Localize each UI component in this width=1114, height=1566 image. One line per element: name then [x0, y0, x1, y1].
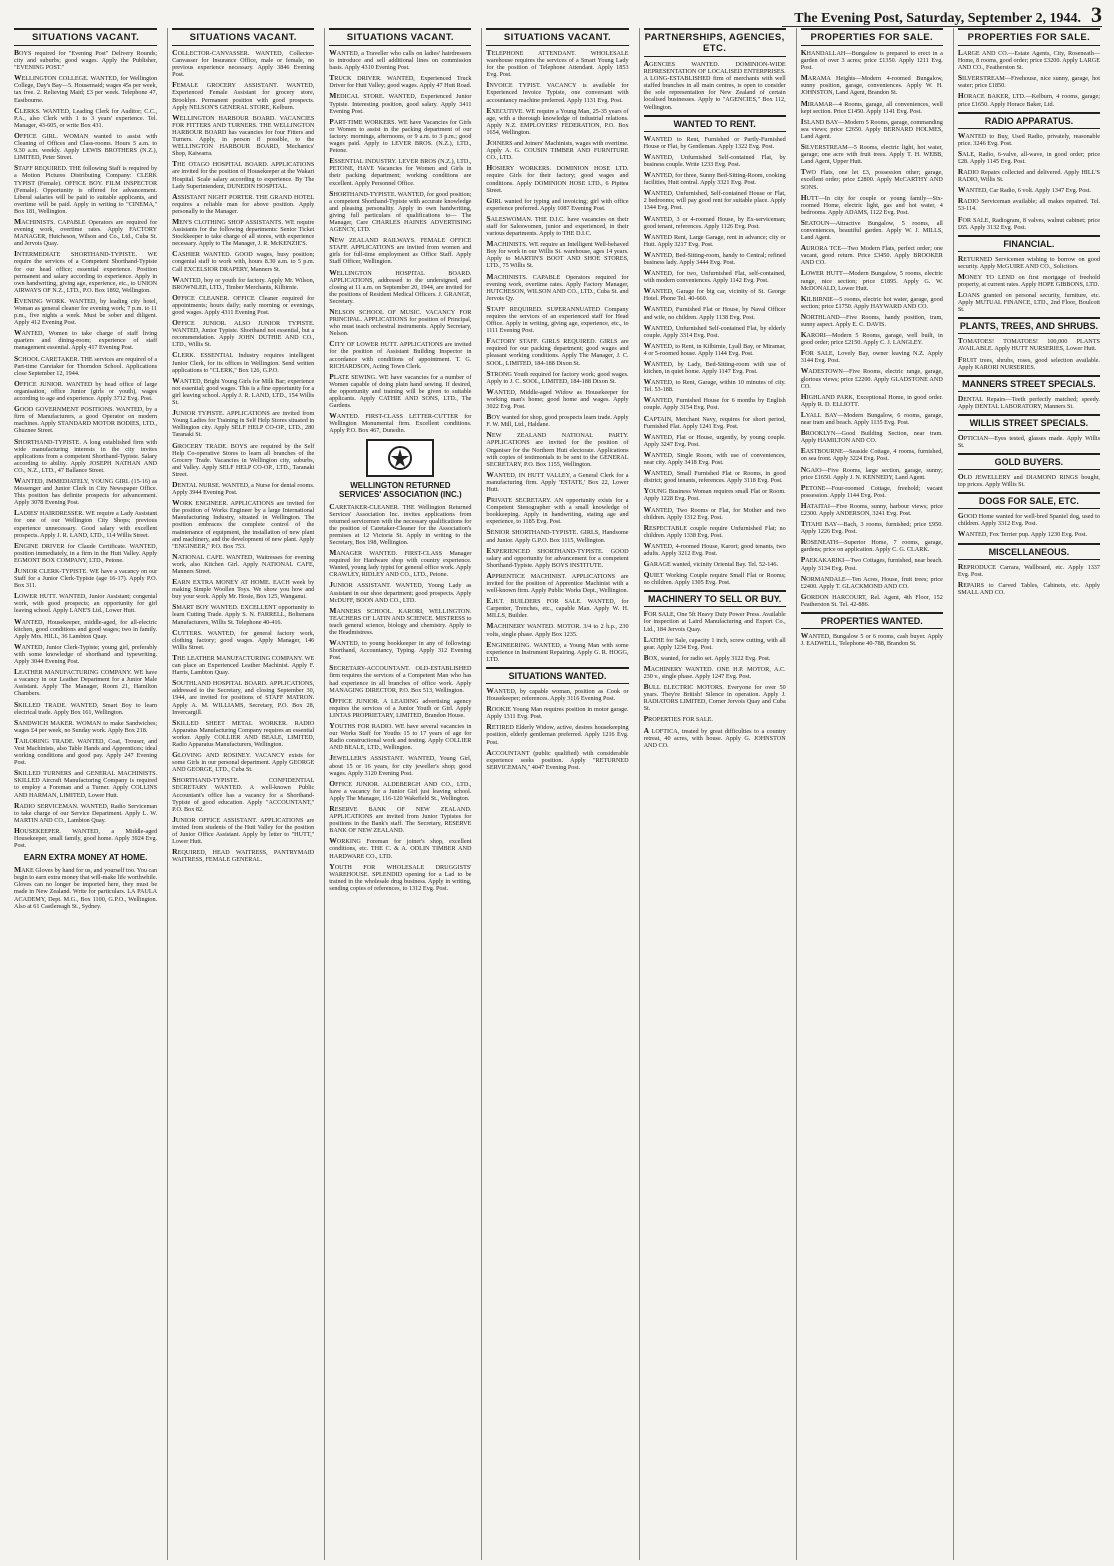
classified-ad: MACHINISTS. WE require an Intelligent Well-behaved Boy for work in our Willis St. warehouse, ages 14 years. Apply to MARTIN'S BOOT AND SHOE STORES, LTD., 75 Willis St.	[486, 239, 629, 270]
classified-ad: HOUSEKEEPER. WANTED, a Middle-aged Housekeeper, small family, good home. Apply 3924 Evg. Post.	[14, 825, 158, 850]
section-heading: WILLIS STREET SPECIALS.	[958, 414, 1100, 431]
classified-ad: MACHINISTS. CAPABLE Operators are required for evening work, overtime rates. Apply FACTORY MANAGER, Hutcheson, Wilson and Co., Ltd., Cuba St. and Jervois Quay.	[14, 216, 158, 248]
classified-ad: WELLINGTON COLLEGE. WANTED, for Wellington College, Day's Bay—5. Housemaid; wages 45s per week, tax free. 2. Relieving Maid; £3 per week. Telephone 47, Eastbourne.	[14, 73, 158, 104]
section-heading: MANNERS STREET SPECIALS.	[958, 375, 1100, 392]
classified-ad: AURORA TCE—Two Modern Flats, perfect order; one vacant, good return. Price £3450. Apply BROOKER AND CO.	[800, 243, 943, 267]
column-1	[10, 28, 161, 1560]
classified-ad: BOYS required for "Evening Post" Delivery Rounds; city and suburbs; good wages. Apply the Publisher, "EVENING POST."	[14, 48, 158, 72]
classified-ad: GROCERY TRADE. BOYS are required by the Self Help Co-operative Stores to learn all branches of the Grocery Trade. Vacancies in Wellington city, suburbs, and Valley. Apply SELF HELP CO-OP., LTD., Taranaki Street.	[172, 440, 315, 478]
classified-ad: TELEPHONE ATTENDANT. WHOLESALE warehouse requires the services of a Smart Young Lady for the position of Telephone Attendant. Apply 1853 Evg. Post.	[486, 48, 629, 79]
classified-ad: WANTED, for three, Sunny Bed-Sitting-Room, cooking facilities, Hutt central. Apply 3321 Evg. Post.	[643, 170, 786, 187]
classified-ad: SKILLED SHEET METAL WORKER. RADIO Apparatus Manufacturing Company requires an essential worker. Apply COLLIER AND BEALE, LIMITED, Radio Apparatus Manufacturers, Wellington.	[172, 717, 315, 748]
classified-ad: CLERKS. WANTED, Leading Clerk for Auditor; C.C., P.A., also Clerk with 1 to 3 years' experience. Tel. Manager, 43-605, or write Box 431.	[14, 105, 158, 129]
classified-ad: E.H.T. BUILDERS FOR SALE. WANTED, for Carpenter, Trenches, etc., capable Man. Apply W. H. MILLS, Builder.	[486, 596, 629, 620]
classified-ad: JUNIOR TYPISTE. APPLICATIONS are invited from Young Ladies for Training in Self Help Stores situated in Wellington city. Apply SELF HELP CO-OP., LTD., 280 Taranaki St.	[172, 408, 315, 439]
classified-ad: JEWELLER'S ASSISTANT. WANTED, Young Girl, about 15 or 16 years, for city jeweller's shop; good wages. Apply 3120 Evening Post.	[329, 753, 472, 777]
feature-ad: MAKE Gloves by hand for us, and yourself too. You can begin to earn extra money that will-make life worthwhile. Gloves can no longer be imported here, they must be made in New Zealand. Write for particulars. LA PAULA ACADEMY, Dept. M.G., Box 1100, G.P.O., Wellington. Also at 61 Castlereagh St., Sydney.	[14, 865, 158, 910]
section-heading: PLANTS, TREES, AND SHRUBS.	[958, 317, 1100, 334]
classified-ad: JUNIOR CLERK-TYPISTE. WE have a vacancy on our Staff for a Junior Clerk-Typiste (age 16-17). Apply P.O. Box 311.	[14, 566, 158, 590]
classified-ad: FRUIT trees, shrubs, roses, good selection available. Apply KARORI NURSERIES.	[957, 354, 1100, 371]
classified-ad: STAFF REQUIRED. SUPERANNUATED Company requires the services of an experienced staff for Head Office. Apply in writing, giving age, experience, etc., to 1111 Evening Post.	[486, 303, 629, 335]
classified-ad: MACHINERY WANTED. MOTOR. 3/4 to 2 h.p., 230 volts, single phase. Apply Box 1235.	[486, 621, 629, 638]
section-heading: GOLD BUYERS.	[958, 453, 1100, 470]
classified-ad: TRUCK DRIVER. WANTED, Experienced Truck Driver for Hutt Valley; good wages. Apply 47 Hutt Road.	[329, 73, 472, 90]
classified-ad: WORKING Foreman for joiner's shop, excellent conditions, etc. THE C. & A. ODLIN TIMBER AND HARDWARE CO., LTD.	[329, 836, 472, 860]
classified-ad: PART-TIME WORKERS. WE have Vacancies for Girls or Women to assist in the packing department of our factory: mornings, afternoons, or 9 a.m. to 3 p.m.; good wages paid. Apply to LEVER BROS. (N.Z.), LTD., Petone.	[329, 116, 472, 155]
classified-ad: OPTICIAN—Eyes tested, glasses made. Apply Willis St.	[957, 432, 1100, 449]
classified-ad: THE LEATHER MANUFACTURING COMPANY. WE can place an Experienced Leather Machinist. Apply F. Harris, Lambton Quay.	[172, 652, 315, 677]
classified-ad: RADIO SERVICEMAN. WANTED, Radio Serviceman to take charge of our Service Department. Apply L. W. MARTIN AND CO., Lambton Quay.	[14, 800, 158, 824]
classified-ad: MACHINISTS. CAPABLE Operators required for evening work, overtime rates. Apply Factory Manager, HUTCHESON, WILSON AND CO., LTD., Cuba St. and Jervois Qy.	[486, 271, 629, 302]
classified-ad: MEN'S CLOTHING SHOP ASSISTANTS. WE require Assistants for the following departments: Senior Ticket Stockkeeper to take charge of all stores, with experience necessary. Apply to The Manager, J. R. McKENZIE'S.	[172, 216, 315, 248]
classified-ad: NGAIO—Five Rooms, large section, garage, sunny; price £1650. Apply J. N. KENNEDY, Land Agent.	[800, 464, 943, 481]
classified-ad: OFFICE JUNIOR. WANTED by head office of large organisation, office Junior (girls or youth), wages according to age and experience. Apply 3712 Evg. Post.	[14, 378, 158, 403]
column-5	[639, 28, 790, 1560]
classified-ad: NEW ZEALAND NATIONAL PARTY. APPLICATIONS are invited for the position of Organiser for the Northern Hutt electorate. Applications with copies of testimonials to be sent to the GENERAL SECRETARY, P.O. Box 1155, Wellington.	[486, 430, 629, 468]
classified-ad: PROPERTIES FOR SALE.	[643, 714, 713, 724]
columns	[10, 28, 1104, 1560]
classified-ad: COLLECTOR-CANVASSER. WANTED, Collector-Canvasser for Insurance Office, male or female, no previous experience necessary. Apply 3846 Evening Post.	[172, 48, 315, 79]
classified-ad: SHORTHAND-TYPISTE. WANTED, for good position; a competent Shorthand-Typiste with accurate knowledge and pleasing personality. Apply in own handwriting, giving full particulars of qualifications to— The Manager, Care CHARLES HAINES ADVERTISING AGENCY, LTD.	[329, 188, 472, 234]
classified-ad: SOUTHLAND HOSPITAL BOARD. APPLICATIONS, addressed to the Secretary, and closing September 30, 1944, are invited for positions of STAFF MATRON. Apply A. M. WILLIAMS, Secretary, P.O. Box 28, Invercargill.	[172, 678, 315, 716]
classified-ad: WANTED, Unfurnished Self-contained Flat, by business couple. Write 1233 Evg. Post.	[643, 151, 786, 168]
classified-ad: EXPERIENCED SHORTHAND-TYPISTE. GOOD salary and opportunity for advancement for a competent Shorthand-Typiste. Apply BOYS INSTITUTE.	[486, 545, 629, 569]
classified-ad: ESSENTIAL INDUSTRY. LEVER BROS (N.Z.), LTD., PETONE, HAVE Vacancies for Women and Girls in their packing department; working conditions are excellent. Apply Personnel Office.	[329, 156, 472, 187]
classified-ad: REPRODUCE Carrara, Wallboard, etc. Apply 1337 Evg. Post.	[957, 561, 1100, 578]
classified-ad: WANTED, for two, Unfurnished Flat, self-contained, with modern conveniences. Apply 1142 Evg. Post.	[643, 268, 786, 285]
classified-ad: PRIVATE SECRETARY. AN opportunity exists for a Competent Stenographer with a small knowledge of bookkeeping. Apply in handwriting, stating age and experience, to 1185 Evg. Post.	[486, 495, 629, 526]
classified-ad: JUNIOR ASSISTANT. WANTED, Young Lady as Assistant in our shoe department; good prospects. Apply McDUFF, BOON AND CO., LTD.	[329, 580, 472, 604]
classified-ad: ENGINEERING. WANTED, a Young Man with some experience in Instrument Repairing. Apply G. R. HOGG, LTD.	[486, 639, 629, 663]
classified-ad: WANTED, Junior Clerk-Typiste; young girl, preferably with some knowledge of shorthand and typewriting. Apply 3044 Evening Post.	[14, 641, 158, 666]
classified-ad: REPAIRS to Carved Tables, Cabinets, etc. Apply SMALL AND CO.	[957, 579, 1100, 596]
classified-ad: PETONE—Four-roomed Cottage, freehold; vacant possession. Apply 1144 Evg. Post.	[800, 482, 943, 499]
classified-ad: HORACE BAKER, LTD.—Kelburn, 4 rooms, garage; price £1650. Apply Horace Baker, Ltd.	[957, 91, 1100, 108]
classified-ad: BROOKLYN—Good Building Section, near tram. Apply HAMILTON AND CO.	[800, 428, 943, 445]
classified-ad: RETIRED Elderly Widow, active, desires housekeeping position, elderly gentleman preferred. Apply 1216 Evg. Post.	[486, 722, 629, 746]
feature-heading: EARN EXTRA MONEY AT HOME.	[23, 853, 148, 863]
classified-ad: A LOFTICA, treated by great difficulties to a country retreat, 40 acres, with house. Apply G. JOHNSTON AND CO.	[643, 725, 786, 749]
classified-ad: YOUNG Business Woman requires small Flat or Room. Apply 1228 Evg. Post.	[643, 486, 786, 503]
classified-ad: WANTED, Furnished Flat or House, by Naval Officer and wife, no children. Apply 1138 Evg. Post.	[643, 304, 786, 321]
classified-ad: WANTED, by Lady, Bed-Sitting-room with use of kitchen, in quiet home. Apply 1147 Evg. Post.	[643, 359, 786, 376]
classified-ad: QUIET Working Couple require Small Flat or Rooms; no children. Apply 1305 Evg. Post.	[643, 570, 786, 587]
column-heading: SITUATIONS VACANT.	[172, 28, 314, 46]
classified-ad: MANAGER WANTED. FIRST-CLASS Manager required for Hardware shop with country experience. Wanted, young lady typist for general office work. Apply CRAWLEY, RIDLEY AND CO., LTD., Petone.	[329, 548, 472, 579]
classified-ad: WANTED, Two Rooms or Flat, for Mother and two children. Apply 1312 Evg. Post.	[643, 504, 786, 521]
classified-ad: AGENCIES WANTED. DOMINION-WIDE REPRESENTATION OF LOCALISED ENTERPRISES. A LONG-ESTABLISHED firm of merchants with well staffed branches in all main centres, is open to consider the sole representation for New Zealand of certain localised businesses. Apply to "AGENCIES," Box 112, Wellington.	[643, 59, 786, 111]
classified-ad: OFFICE JUNIOR. A LEADING advertising agency requires the services of a Junior Youth or Girl. Apply LINTAS PROPRIETARY, LIMITED, Brandon House.	[329, 695, 472, 719]
column-heading: PROPERTIES FOR SALE.	[801, 28, 943, 46]
badge-caption: WELLINGTON RETURNED SERVICES' ASSOCIATION (INC.)	[339, 480, 462, 499]
classified-ad: SCHOOL CARETAKER. THE services are required of a Part-time Caretaker for Thorndon School. Applications close September 12, 1944.	[14, 353, 158, 377]
classified-ad: ROOKIE Young Man requires position in motor garage. Apply 1311 Evg. Post.	[486, 704, 629, 721]
classified-ad: WANTED, Bed-Sitting-room, handy to Central; refined business lady. Apply 3444 Evg. Post.	[643, 249, 786, 266]
classified-ad: HATAITAI—Five Rooms, sunny, harbour views; price £2300. Apply ANDERSON, 3241 Evg. Post.	[800, 500, 943, 517]
classified-ad: DENTAL Repairs—Teeth perfectly matched; speedy. Apply DENTAL LABORATORY, Manners St.	[957, 393, 1100, 410]
classified-ad: LOWER HUTT—Modern Bungalow, 5 rooms, electric range, nice section; price £1895. Apply G. W. McDONALD, Lower Hutt.	[800, 268, 943, 292]
classified-ad: SKILLED TRADE. WANTED, Smart Boy to learn electrical trade. Apply Box 161, Wellington.	[14, 699, 158, 716]
classified-ad: THE OTAGO HOSPITAL BOARD. APPLICATIONS are invited for the position of Housekeeper at the Wakari Hospital. Scale salary according to experience. By The Lady Superintendent, DUNEDIN HOSPITAL.	[172, 159, 315, 190]
classified-ad: WELLINGTON HARBOUR BOARD. VACANCIES FOR FITTERS AND TURNERS. THE WELLINGTON HARBOUR BOARD has vacancies for four Fitters and Turners. Apply, in person if possible, to the WELLINGTON HARBOUR BOARD, Mechanics' Shop, Kaiwarra.	[172, 112, 315, 158]
classified-ad: REQUIRED, HEAD WAITRESS, PANTRYMAID WAITRESS, FEMALE GENERAL.	[172, 847, 315, 864]
classified-ad: WANTED, 4-roomed House, Karori; good tenants, two adults. Apply 3212 Evg. Post.	[643, 540, 786, 557]
classified-ad: NORMANDALE—Ten Acres, House, fruit trees; price £2400. Apply T. GLACKMOND AND CO.	[800, 573, 943, 590]
classified-ad: CITY OF LOWER HUTT. APPLICATIONS are invited for the position of Assistant Building Inspector in accordance with conditions of appointment. T. G. RICHARDSON, Acting Town Clerk.	[329, 339, 472, 370]
classified-ad: WANTED. FIRST-CLASS LETTER-CUTTER for Wellington Monumental firm. Excellent conditions. Apply P.O. Box 467, Dunedin.	[329, 411, 472, 435]
classified-ad: CARETAKER-CLEANER. THE Wellington Returned Services' Association Inc. invites applications from returned servicemen with the necessary qualifications for the position of Caretaker-Cleaner for the Association's premises at 12 Victoria St. Apply in writing to the Secretary, Box 198, Wellington.	[329, 501, 472, 546]
classified-ad: RADIO Serviceman available; all makes repaired. Tel. 53-114.	[957, 196, 1100, 213]
rsa-badge-icon	[366, 439, 434, 477]
column-heading: PARTNERSHIPS, AGENCIES, ETC.	[644, 28, 786, 57]
classified-ad: HOSIERY WORKERS. DOMINION HOSE LTD. require Girls for their factory; good wages and conditions. Apply DOMINION HOSE LTD., 6 Pipitea Street.	[486, 163, 629, 194]
classified-ad: ISLAND BAY—Modern 5 Rooms, garage, commanding sea views; price £2650. Apply BERNARD HOLMES, Land Agent.	[800, 116, 943, 140]
classified-ad: WANTED, Garage for big car, vicinity of St. George Hotel. Phone Tel. 40-660.	[643, 286, 786, 303]
section-heading: MACHINERY TO SELL OR BUY.	[644, 590, 786, 607]
classified-ad: WANTED, Women to take charge of staff living quarters and dining-room; experience of staff management essential. Apply 417 Evening Post.	[14, 328, 158, 352]
masthead-title: The Evening Post, Saturday, September 2, 1944.	[794, 11, 1081, 26]
classified-ad: WANTED, Furnished House for 6 months by English couple. Apply 3154 Evg. Post.	[643, 395, 786, 412]
classified-ad: ACCOUNTANT (public qualified) with considerable experience seeks position. Apply "RETURNED SERVICEMAN," 4047 Evening Post.	[486, 747, 629, 771]
classified-ad: LYALL BAY—Modern Bungalow, 6 rooms, garage, near tram and beach. Apply 1135 Evg. Post.	[800, 409, 943, 427]
column-heading: SITUATIONS VACANT.	[329, 28, 471, 46]
column-4	[481, 28, 632, 1560]
classified-ad: NATIONAL CAFE. WANTED, Waitresses for evening work, also Kitchen Girl. Apply NATIONAL CAFE, Manners Street.	[172, 551, 315, 575]
classified-ad: FACTORY STAFF. GIRLS REQUIRED. GIRLS are required for our packing department; good wages and pleasant working conditions. Apply The Manager, J. C. SOOL, LIMITED, 184-188 Dixon St.	[486, 336, 629, 367]
classified-ad: SENIOR SHORTHAND-TYPISTE. GIRLS, Handsome and Junior. Apply G.P.O. Box 1115, Wellington.	[486, 527, 629, 544]
classified-ad: STAFF REQUIRED. THE following Staff is required by a Motion Pictures Distributing Company: CLERK TYPIST (Female). OFFICE BOY. FILM INSPECTOR (Female). Opportunity is offered for advancement. Liberal salaries will be paid to suitable applicants, and overtime will be paid. Apply in writing to "CINEMA," Box 181, Wellington.	[14, 163, 158, 215]
classified-ad: CLERK. ESSENTIAL Industry requires intelligent Junior Clerk, for its offices in Wellington. Send written applications to "CLERK," Box 126, G.P.O.	[172, 350, 315, 374]
classified-ad: WANTED, Car Radio, 6 volt. Apply 1347 Evg. Post.	[957, 185, 1091, 195]
section-heading: DOGS FOR SALE, ETC.	[958, 492, 1100, 509]
classified-ad: NORTHLAND—Five Rooms, handy position, tram, sunny aspect. Apply E. C. DAVIS.	[800, 311, 943, 328]
classified-ad: WANTED, boy or youth for factory. Apply Mr. Wilson, BROWNLEE, LTD., Timber Merchants, Kilbirnie.	[172, 274, 315, 291]
classified-ad: WORK ENGINEER. APPLICATIONS are invited for the position of Works Engineer by a large International Manufacturing Industry, situated in Wellington. The position embraces the complete control of the maintenance of equipment, the installation of new plant and machinery, and the development of new plant. Apply "ENGINEER," P.O. Box 753.	[172, 498, 315, 550]
classified-ad: WANTED, Unfurnished, Self-contained House or Flat, 2 bedrooms; will pay good rent for suitable place. Apply 1344 Evg. Post.	[643, 188, 786, 212]
classified-ad: WELLINGTON HOSPITAL BOARD. APPLICATIONS, addressed to the undersigned, and closing at 11 a.m. on September 20, 1944, are invited for the positions of Resident Medical Officers. J. GRANGE, Secretary.	[329, 267, 472, 305]
classified-ad: FOR SALE, One 5ft Heavy Duty Power Press. Available for inspection at Laird Manufacturing and Export Co., Ltd., 184 Jervois Quay.	[643, 609, 786, 633]
classified-ad: OLD JEWELLERY and DIAMOND RINGS bought, top prices. Apply Willis St.	[957, 472, 1100, 489]
classified-ad: OFFICE JUNIOR. ALSO JUNIOR TYPISTE. WANTED, Junior Typiste. Shorthand not essential, but a recommendation. Apply JOHN DUTHIE AND CO., LTD., Willis St.	[172, 318, 315, 349]
classified-ad: WANTED, Single Room, with use of conveniences, near city. Apply 3418 Evg. Post.	[643, 449, 786, 467]
classified-ad: SILVERSTREAM—Fivehouse, nice sunny, garage, hot water; price £1850.	[957, 73, 1100, 90]
classified-ad: SALESWOMAN. THE D.I.C. have vacancies on their staff for Saleswomen, junior and experienced, in their various departments. Apply to THE D.I.C.	[486, 213, 629, 238]
column-3	[324, 28, 475, 1560]
classified-ad: SANDWICH MAKER. WOMAN to make Sandwiches; wages £4 per week, no Sunday work. Apply Box 218.	[14, 717, 158, 734]
classified-ad: JOINERS and Joiners' Machinists, wages with overtime. Apply A. G. COUSIN TIMBER AND FURNITURE CO., LTD.	[486, 138, 629, 162]
classified-ad: HUTT—In city for couple or young family—Six-roomed Home, electric light, gas and hot water, 4 bedrooms. Apply ADAMS, 1122 Evg. Post.	[800, 192, 943, 216]
classified-ad: INTERMEDIATE SHORTHAND-TYPISTE. WE require the services of a Competent Shorthand-Typiste for our head office; essential experience. Position permanent and salary according to experience. Apply in own handwriting, giving age, experience, etc., to UNION AIRWAYS OF N.Z., LTD., P.O. Box 1892, Wellington.	[14, 249, 158, 294]
classified-ad: WANTED to Rent, Furnished or Partly-Furnished House or Flat, by Gentleman. Apply 1322 Evg. Post.	[643, 133, 786, 150]
section-heading: RADIO APPARATUS.	[958, 112, 1100, 129]
classified-ad: SMART BOY WANTED. EXCELLENT opportunity to learn Cutting Trade. Apply S. N. FARRELL, Boltsmans Manufacturers, Willis St. Telephone 40-416.	[172, 602, 315, 626]
classified-ad: NELSON SCHOOL OF MUSIC. VACANCY FOR PRINCIPAL. APPLICATIONS for position of Principal, who must teach orchestral instruments. Apply Secretary, Nelson.	[329, 307, 472, 338]
classified-ad: NEW ZEALAND RAILWAYS. FEMALE OFFICE STAFF. APPLICATIONS are invited from women and girls for full-time employment as Office Staff. Apply Staff Officer, Wellington.	[329, 235, 472, 266]
classified-ad: LEATHER MANUFACTURING COMPANY. WE have a vacancy in our Leather Department for a Junior Male Assistant. Apply The Manager, Room 21, Hamilton Chambers.	[14, 667, 158, 698]
section-heading: PROPERTIES WANTED.	[801, 612, 943, 629]
classified-ad: INVOICE TYPIST. VACANCY is available for Experienced Invoice Typiste, one conversant with accountancy machine preferred. Apply 1131 Evg. Post.	[486, 80, 629, 104]
classified-ad: RESPECTABLE couple require Unfurnished Flat; no children. Apply 1338 Evg. Post.	[643, 522, 786, 539]
classified-ad: WANTED, IN HUTT VALLEY, a General Clerk for a manufacturing firm. Apply 'ESTATE,' Box 22, Lower Hutt.	[486, 469, 629, 493]
classified-ad: RADIO Repairs collected and delivered. Apply HILL'S RADIO, Willis St.	[957, 167, 1100, 184]
classified-ad: WANTED, Fox Terrier pup. Apply 1230 Evg. Post.	[957, 529, 1087, 539]
classified-ad: WANTED, Unfurnished Self-contained Flat, by elderly couple. Apply 3314 Evg. Post.	[643, 322, 786, 339]
classified-ad: WANTED, Bungalow 5 or 6 rooms, cash buyer. Apply J. EADWELL, Telephone 40-788, Brandon St.	[800, 631, 943, 648]
classified-ad: GIRL wanted for typing and invoicing; girl with office experience preferred. Apply 1087 Evening Post.	[486, 195, 629, 212]
classified-ad: TAILORING TRADE. WANTED, Coat, Trouser, and Vest Machinists, also Table Hands and Apprentices; ideal working conditions and good pay. Apply 247 Evening Post.	[14, 735, 158, 767]
classified-ad: HIGHLAND PARK, Exceptional Home, in good order. Apply R. D. ELLIOTT.	[800, 391, 943, 408]
classified-ad: RESERVE BANK OF NEW ZEALAND. APPLICATIONS are invited from Junior Typistes for positions in the Bank's staff. The Secretary, RESERVE BANK OF NEW ZEALAND.	[329, 803, 472, 835]
column-heading: PROPERTIES FOR SALE.	[958, 28, 1100, 46]
classified-ad: WANTED, Flat or House, urgently, by young couple. Apply 3247 Evg. Post.	[643, 431, 786, 448]
classified-ad: EVENING WORK. WANTED, by leading city hotel, Woman as general cleaner for evening work; 7 p.m. to 11 p.m., five nights a week. Must be sober and diligent. Apply 412 Evening Post.	[14, 295, 158, 327]
classified-ad: JUNIOR OFFICE ASSISTANT. APPLICATIONS are invited from students of the Hutt Valley for the position of Junior Office Assistant. Apply by letter to "HUTT," Lower Hutt.	[172, 814, 315, 846]
classified-ad: GORDON HARCOURT, Rel. Agent, 4th Floor, 152 Featherston St. Tel. 42-886.	[800, 591, 943, 608]
classified-ad: YOUTHS FOR RADIO. WE have several vacancies in our Works Staff for Youths 15 to 17 years of age for Radio constructional work and testing. Apply COLLIER AND BEALE, LTD., Wellington.	[329, 721, 472, 752]
classified-ad: DENTAL NURSE. WANTED, a Nurse for dental rooms. Apply 3944 Evening Post.	[172, 479, 315, 497]
classified-ad: WANTED, 3 or 4-roomed House, by Ex-serviceman; good tenant, references. Apply 1126 Evg. Post.	[643, 213, 786, 230]
classified-ad: FOR SALE, Radiogram, 8 valves, walnut cabinet; price £65. Apply 3132 Evg. Post.	[957, 214, 1100, 231]
classified-ad: BOX, wanted, for radio set. Apply 3122 Evg. Post.	[643, 652, 771, 662]
classified-ad: KILBIRNIE—5 rooms, electric hot water, garage, good section; price £1750. Apply HAYWARD AND CO.	[800, 293, 943, 310]
page-number: 3	[1091, 2, 1102, 27]
column-2	[167, 28, 318, 1560]
classified-ad: GOOD Home wanted for well-bred Spaniel dog, used to children. Apply 3312 Evg. Post.	[957, 511, 1100, 528]
classified-ad: WANTED, Bright Young Girls for Milk Bar; experience not essential; good wages. This is a fine opportunity for a girl leaving school. Apply J. R. LAND, LTD., 154 Willis St.	[172, 375, 315, 407]
classified-ad: OFFICE GIRL. WOMAN wanted to assist with Cleaning of Offices and Class-rooms. Hours 5 a.m. to 9.30 a.m. weekly. Apply LEWIS BROTHERS (N.Z.), LIMITED, Peter Street.	[14, 130, 158, 162]
classified-ad: CAPTAIN, Merchant Navy, requires for short period, Furnished Flat. Apply 1241 Evg. Post.	[643, 413, 786, 430]
classified-ad: WANTED, to young bookkeeper in any of following: Shorthand, Accountancy, Typing. Apply 312 Evening Post.	[329, 638, 472, 662]
classified-ad: SHORTHAND-TYPISTE. A long established firm with wide manufacturing interests in the city invites applications from a competent Shorthand-Typiste. Salary according to ability. Apply JOSEPH NATHAN AND CO., N.Z., LTD., 47 Ballance Street.	[14, 436, 158, 474]
classified-ad: RETURNED Servicemen wishing to borrow on good security. Apply McGUIRE AND CO., Solicitors.	[957, 253, 1100, 270]
classified-ad: BULL ELECTRIC MOTORS. Everyone for over 50 years. They're British! Silence in operation. Apply J. RADIATORS LIMITED, Corner Jervois Quay and Cuba St.	[643, 682, 786, 713]
classified-ad: EASTBOURNE—Seaside Cottage, 4 rooms, furnished, on sea front. Apply 3224 Evg. Post.	[800, 446, 943, 463]
classified-ad: WANTED, IMMEDIATELY, YOUNG GIRL (15-16) as Messenger and Junior Clerk in City Newspaper Office. This position has definite prospects for advancement. Apply 3078 Evening Post.	[14, 475, 158, 507]
classified-ad: CUTTERS. WANTED, for general factory work, clothing factory; good wages. Apply Manager, 146 Willis Street.	[172, 627, 315, 651]
classified-ad: YOUTH FOR WHOLESALE DRUGGISTS' WAREHOUSE. SPLENDID opening for a Lad to be trained in the wholesale drug business. Apply in writing, sending copies of references, to 1312 Evg. Post.	[329, 861, 472, 892]
classified-ad: WADESTOWN—Five Rooms, electric range, garage, glorious views; price £2200. Apply GLADSTONE AND CO.	[800, 366, 943, 390]
classified-ad: TOMATOES! TOMATOES! 100,000 PLANTS AVAILABLE. Apply HUTT NURSERIES, Lower Hutt.	[957, 336, 1100, 353]
classified-ad: MARAMA Heights—Modern 4-roomed Bungalow, sunny position, garage, conveniences. Apply W. H. JOHNSTON, Land Agent, Brandon St.	[800, 73, 943, 97]
section-heading: FINANCIAL.	[958, 235, 1100, 252]
classified-ad: ENGINE DRIVER for Claude Certificate. WANTED, position immediately, in a firm in the Hutt Valley. Apply EGMONT BOX COMPANY, LTD., Petone.	[14, 540, 158, 564]
classified-ad: PLATE SEWING. WE have vacancies for a number of Women capable of doing plain hand sewing. If desired, the opportunity and training will be given to suitable applicants. Apply CATHIE AND SONS, LTD., The Gardens.	[329, 371, 472, 410]
classified-ad: EXECUTIVE. WE require a Young Man, 25-35 years of age, with a thorough knowledge of industrial relations. Apply N.Z. EMPLOYERS' FEDERATION, P.O. Box 1654, Wellington.	[486, 105, 629, 136]
classified-ad: ASSISTANT NIGHT PORTER. THE GRAND HOTEL requires a reliable man for above position. Apply personally to the Manager.	[172, 191, 315, 215]
classified-ad: LATHE for Sale, capacity 1 inch, screw cutting, with all gear. Apply 1234 Evg. Post.	[643, 634, 786, 651]
classified-ad: SALE, Radio, 6-valve, all-wave, in good order; price £28. Apply 1145 Evg. Post.	[957, 148, 1100, 165]
column-6	[796, 28, 947, 1560]
column-heading: SITUATIONS VACANT.	[14, 28, 157, 46]
classified-ad: GARAGE wanted, vicinity Oriental Bay. Tel. 52-146.	[643, 559, 779, 569]
classified-ad: WANTED, Middle-aged Widow as Housekeeper for working man's home; good home and wages. Apply 3022 Evg. Post.	[486, 386, 629, 411]
classified-ad: WANTED, a Traveller who calls on ladies' hairdressers to introduce and sell additional lines on commission basis. Apply 4310 Evening Post.	[329, 48, 472, 72]
classified-ad: APPRENTICE MACHINIST. APPLICATIONS are invited for the position of Apprentice Machinist with a well-known firm. Apply Public Works Dept., Wellington.	[486, 570, 629, 595]
classified-ad: WANTED, Housekeeper, middle-aged, for all-electric kitchen, good conditions and good wages; two in family. Apply Mrs. HILL, 36 Lambton Quay.	[14, 616, 158, 640]
classified-ad: OFFICE JUNIOR. ALDEBERGH AND CO., LTD., have a vacancy for a Junior Girl just leaving school. Apply The Manager, 116-120 Wakefield St., Wellington.	[329, 778, 472, 802]
classified-ad: SEATOUN—Attractive Bungalow, 5 rooms, all conveniences, beautiful garden. Apply W. J. MILLS, Land Agent.	[800, 217, 943, 242]
classified-ad: WANTED, by capable woman, position as Cook or Housekeeper; references. Apply 3116 Evening Post.	[486, 685, 629, 703]
section-heading: SITUATIONS WANTED.	[486, 667, 628, 684]
classified-ad: MANNERS SCHOOL. KARORI, WELLINGTON. TEACHERS OF LATIN AND SCIENCE. MISTRESS to teach general science, biology and chemistry. Apply to the Headmistress.	[329, 605, 472, 636]
classified-ad: ROSENEATH—Superior Home, 7 rooms, garage, gardens; price on application. Apply C. G. CLARK.	[800, 537, 943, 554]
classified-ad: LADIES' HAIRDRESSER. WE require a Lady Assistant for one of our Wellington City Shops; previous experience unnecessary. Good salary with excellent prospects. Apply J. R. LAND, LTD., 114 Willis Street.	[14, 508, 158, 539]
classified-ad: GLOVING AND ROSINEY. VACANCY exists for some Girls in our personal department. Apply GEORGE AND GEORGE, LTD., Cuba St.	[172, 750, 315, 774]
classified-ad: FEMALE GROCERY ASSISTANT. WANTED, Experienced Female Assistant for grocery store, Brooklyn. Permanent position with good prospects. Apply NELSON'S GENERAL STORE, Kelburn.	[172, 80, 315, 111]
classified-ad: STRONG Youth required for factory work; good wages. Apply to J. C. SOOL, LIMITED, 184-188 Dixon St.	[486, 368, 629, 385]
classified-ad: MIRAMAR—4 Rooms, garage, all conveniences, well kept section. Price £1450. Apply 1141 Evg. Post.	[800, 98, 943, 115]
classified-ad: BOY wanted for shop, good prospects learn trade. Apply F. W. Mill, Ltd., Haldane.	[486, 412, 629, 429]
classified-ad: GOOD GOVERNMENT POSITIONS. WANTED, by a firm of Manufacturers, a good Operator on modern machines. Apply STANDARD MOTOR BODIES, LTD., Ghuznee Street.	[14, 404, 158, 435]
classified-ad: SHORTHAND-TYPISTE. CONFIDENTIAL SECRETARY WANTED. A well-known Public Accountant's office has a vacancy for a Shorthand-Typiste of good education. Apply "ACCOUNTANT," P.O. Box 82.	[172, 775, 315, 813]
classified-ad: KHANDALLAH—Bungalow is prepared to erect in a garden of over 3 acres; price £1350. Apply 1211 Evg. Post.	[800, 48, 943, 72]
classified-ad: SECRETARY-ACCOUNTANT. OLD-ESTABLISHED firm requires the services of a Competent Man who has had experience in all branches of office work. Apply MANAGING DIRECTOR, P.O. Box 513, Wellington.	[329, 663, 472, 694]
column-7	[953, 28, 1104, 1560]
classified-ad: KARORI—Modern 5 Rooms, garage, well built, in good order; price £2150. Apply C. J. LANGLEY.	[800, 330, 943, 347]
classified-ad: SILVERSTREAM—5 Rooms, electric light, hot water, garage; one acre with fruit trees. Apply T. H. WEBB, Land Agent, Upper Hutt.	[800, 142, 943, 166]
classified-ad: MACHINERY WANTED. ONE H.P. MOTOR, A.C. 230 v., single phase. Apply 1247 Evg. Post.	[643, 663, 786, 680]
classified-ad: CASHIER WANTED. GOOD wages, busy position; congenial staff to work with, hours 8.30 a.m. to 5 p.m. Call EXCELSIOR DRAPERY, Manners St.	[172, 249, 315, 273]
classified-ad: TITAHI BAY—Bach, 3 rooms, furnished; price £950. Apply 1226 Evg. Post.	[800, 519, 943, 536]
classified-ad: WANTED, to Rent, Garage, within 10 minutes of city. Tel. 53-188.	[643, 377, 786, 394]
classified-ad: FOR SALE, Lovely Bay, owner leaving N.Z. Apply 3144 Evg. Post.	[800, 348, 943, 365]
section-heading: WANTED TO RENT.	[644, 115, 786, 132]
masthead	[782, 2, 1102, 27]
classified-ad: SKILLED TURNERS and GENERAL MACHINISTS. SKILLED Aircraft Manufacturing Company is required to employ a Foreman and a Turner. Apply COLLINS AND HARMAN, LIMITED, Lower Hutt.	[14, 768, 158, 799]
classified-ad: WANTED, Small Furnished Flat or Rooms, in good district; good tenants, references. Apply 3118 Evg. Post.	[643, 468, 786, 485]
classified-ad: WANTED Rent, Large Garage, rent in advance; city or Hutt. Apply 3217 Evg. Post.	[643, 231, 786, 248]
classified-ad: LOANS granted on personal security, furniture, etc. Apply MUTUAL FINANCE, LTD., 2nd Floor, Boulcott St.	[957, 290, 1100, 314]
classified-ad: EARN EXTRA MONEY AT HOME. EACH week by making Simple Woollen Toys. We show you how and buy your work. Apply Mr. Hosie, Box 125, Wanganui.	[172, 577, 315, 601]
classified-ad: MONEY TO LEND on first mortgage of freehold property, at current rates. Apply HOPE GIBBONS, LTD.	[957, 271, 1100, 288]
classified-ad: MEDICAL STORE. WANTED, Experienced Junior Typiste. Interesting position, good salary. Apply 3411 Evening Post.	[329, 91, 472, 115]
classified-ad: PAEKAKARIKI—Two Cottages, furnished, near beach. Apply 3134 Evg. Post.	[800, 555, 943, 572]
classified-ad: OFFICE CLEANER. OFFICE Cleaner required for appointments; hours daily; early morning or evenings, good wages. Apply 4311 Evening Post.	[172, 292, 315, 316]
column-heading: SITUATIONS VACANT.	[486, 28, 628, 46]
classified-ad: LARGE AND CO.—Estate Agents, City, Roseneath—Home, 8 rooms, good order; price £3200. Apply LARGE AND CO., Featherston St.	[957, 48, 1100, 72]
classified-ad: WANTED, to Rent, in Kilbirnie, Lyall Bay, or Miramar, 4 or 5-roomed house. Apply 1144 Evg. Post.	[643, 340, 786, 357]
classified-ad: WANTED to Buy, Used Radio, privately, reasonable price. 3246 Evg. Post.	[957, 130, 1100, 147]
section-heading: MISCELLANEOUS.	[958, 543, 1100, 560]
classified-ad: LOWER HUTT. WANTED, Junior Assistant; congenial work, with good prospects; an opportunity for girl leaving school. Apply LANE'S Ltd., Lower Hutt.	[14, 591, 158, 615]
classified-ad: TWO Flats, one let £3, possession other; garage, excellent order; price £2800. Apply McCARTHY AND SONS.	[800, 167, 943, 191]
